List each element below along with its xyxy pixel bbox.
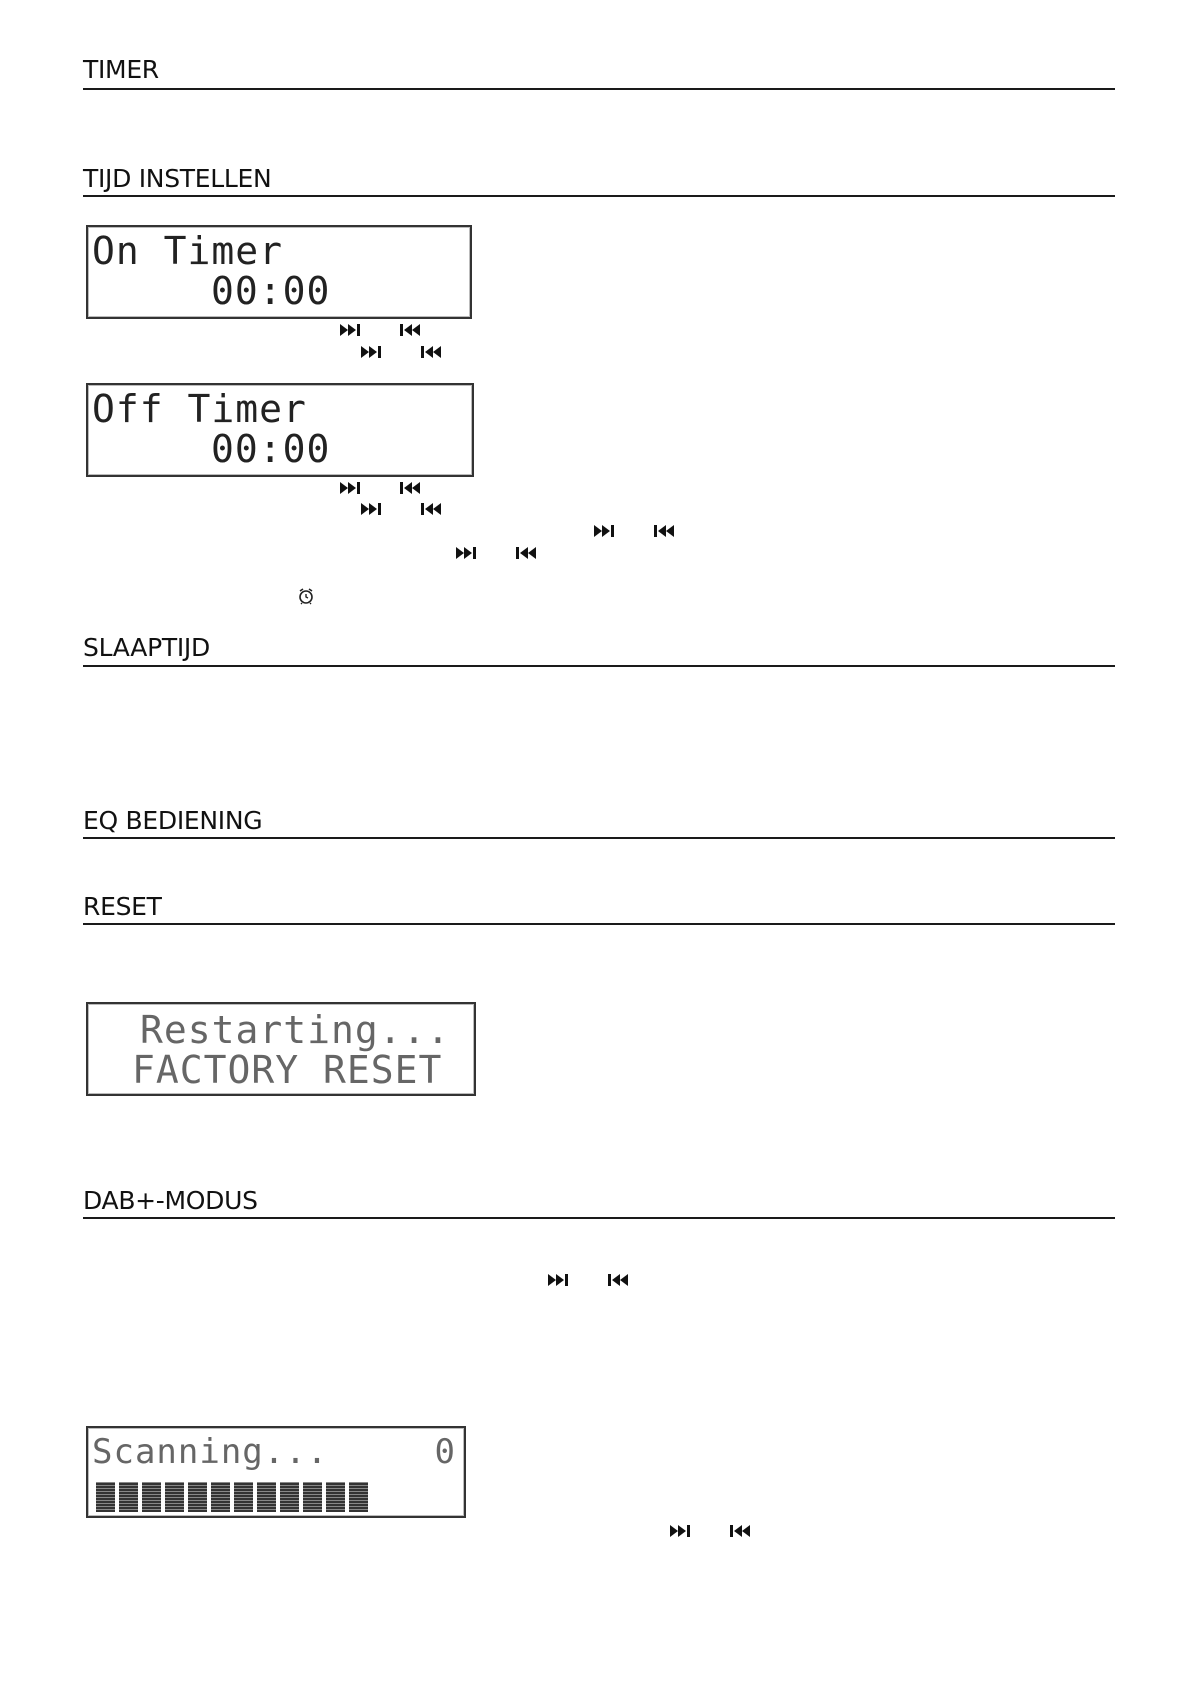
progress-segment bbox=[257, 1482, 276, 1512]
skip-previous-icon bbox=[651, 524, 675, 538]
lcd-on-timer bbox=[86, 225, 472, 319]
scan-progress-bar bbox=[96, 1482, 368, 1512]
lcd-reset bbox=[86, 1002, 476, 1096]
skip-previous-icon bbox=[397, 481, 421, 495]
progress-segment bbox=[234, 1482, 253, 1512]
skip-previous-icon bbox=[727, 1524, 751, 1538]
divider bbox=[83, 88, 1115, 90]
heading-dab: DAB+-MODUS bbox=[83, 1186, 258, 1215]
skip-previous-icon bbox=[418, 345, 442, 359]
progress-segment bbox=[326, 1482, 345, 1512]
lcd-line-2: FACTORY RESET bbox=[132, 1048, 443, 1092]
progress-segment bbox=[142, 1482, 161, 1512]
progress-segment bbox=[349, 1482, 368, 1512]
lcd-line-1: Restarting... bbox=[140, 1008, 451, 1052]
skip-previous-icon bbox=[513, 546, 537, 560]
skip-next-icon bbox=[360, 345, 384, 359]
lcd-count: 0 bbox=[434, 1432, 456, 1472]
heading-eq: EQ BEDIENING bbox=[83, 806, 263, 835]
lcd-line-2: 00:00 bbox=[211, 427, 331, 471]
divider bbox=[83, 1217, 1115, 1219]
progress-segment bbox=[188, 1482, 207, 1512]
skip-previous-icon bbox=[418, 502, 442, 516]
skip-next-icon bbox=[360, 502, 384, 516]
lcd-line-1: Scanning... bbox=[92, 1432, 329, 1472]
alarm-clock-icon bbox=[297, 587, 315, 605]
skip-previous-icon bbox=[605, 1273, 629, 1287]
progress-segment bbox=[211, 1482, 230, 1512]
lcd-line-1: Off Timer bbox=[92, 387, 307, 431]
lcd-line-2: 00:00 bbox=[211, 269, 331, 313]
skip-next-icon bbox=[593, 524, 617, 538]
lcd-scanning bbox=[86, 1426, 466, 1518]
progress-segment bbox=[119, 1482, 138, 1512]
skip-next-icon bbox=[339, 481, 363, 495]
skip-next-icon bbox=[339, 323, 363, 337]
heading-reset: RESET bbox=[83, 892, 162, 921]
skip-next-icon bbox=[455, 546, 479, 560]
progress-segment bbox=[96, 1482, 115, 1512]
progress-segment bbox=[165, 1482, 184, 1512]
heading-timer: TIMER bbox=[83, 55, 159, 84]
skip-previous-icon bbox=[397, 323, 421, 337]
skip-next-icon bbox=[669, 1524, 693, 1538]
heading-set-time: TIJD INSTELLEN bbox=[83, 164, 272, 193]
skip-next-icon bbox=[547, 1273, 571, 1287]
progress-segment bbox=[280, 1482, 299, 1512]
lcd-off-timer bbox=[86, 383, 474, 477]
divider bbox=[83, 837, 1115, 839]
heading-sleep: SLAAPTIJD bbox=[83, 633, 210, 662]
divider bbox=[83, 195, 1115, 197]
divider bbox=[83, 665, 1115, 667]
divider bbox=[83, 923, 1115, 925]
lcd-line-1: On Timer bbox=[92, 229, 284, 273]
progress-segment bbox=[303, 1482, 322, 1512]
